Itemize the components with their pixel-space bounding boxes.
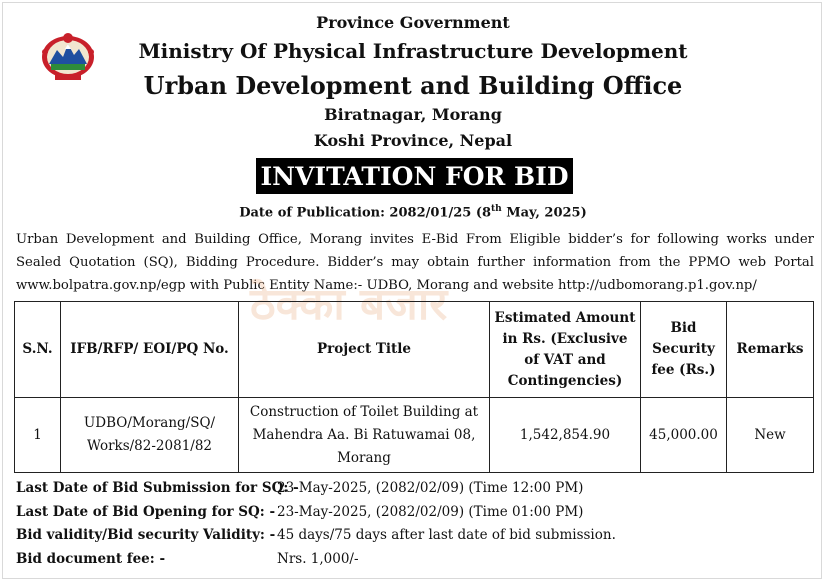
city-heading: Biratnagar, Morang	[324, 105, 502, 124]
cell-ifb: UDBO/Morang/SQ/ Works/82-2081/82	[61, 398, 239, 473]
cell-project-title: Construction of Toilet Building at Mahendra Aa. Bi Ratuwamai 08, Morang	[239, 398, 490, 473]
office-heading: Urban Development and Building Office	[143, 71, 683, 100]
term-value: 23-May-2025, (2082/02/09) (Time 12:00 PM)	[277, 480, 584, 496]
col-header-ifb: IFB/RFP/ EOI/PQ No.	[61, 302, 239, 398]
province-government-heading: Province Government	[316, 13, 510, 32]
province-country-heading: Koshi Province, Nepal	[313, 131, 513, 150]
cell-remarks: New	[727, 398, 814, 473]
term-label: Last Date of Bid Opening for SQ: -	[16, 503, 276, 520]
term-value: Nrs. 1,000/-	[277, 550, 359, 567]
bid-table	[14, 301, 814, 473]
term-label: Bid document fee: -	[16, 550, 166, 567]
col-header-remarks: Remarks	[727, 302, 814, 398]
ministry-heading: Ministry Of Physical Infrastructure Development	[138, 39, 688, 63]
table-row	[15, 398, 814, 473]
invitation-banner: INVITATION FOR BID	[256, 158, 573, 194]
table-header-row	[15, 302, 814, 398]
publication-date-prefix: Date of Publication: 2082/01/25 (8	[239, 205, 492, 221]
term-label: Bid validity/Bid security Validity: -	[16, 527, 276, 543]
col-header-sn: S.N.	[15, 302, 61, 398]
col-header-project-title: Project Title	[239, 302, 490, 398]
term-value: 23-May-2025, (2082/02/09) (Time 01:00 PM)	[277, 503, 584, 520]
intro-paragraph: Urban Development and Building Office, Morang invites E-Bid From Eligible bidder’s for following works under Sealed Quotation (SQ), Bidding Procedure. Bidder’s may obtain further information from the PPMO web Portal www.bolpatra.gov.np/egp with Public Entity Name:- UDBO, Morang and website http://udbomorang.p1.gov.np/	[16, 232, 814, 293]
term-label: Last Date of Bid Submission for SQ: -	[16, 480, 299, 496]
cell-sn: 1	[15, 398, 61, 473]
publication-date-suffix: May, 2025)	[501, 205, 587, 221]
publication-date	[0, 204, 826, 220]
cell-estimated-amount: 1,542,854.90	[490, 398, 641, 473]
col-header-estimated-amount: Estimated Amount in Rs. (Exclusive of VAT and Contingencies)	[490, 302, 641, 398]
term-value: 45 days/75 days after last date of bid submission.	[277, 527, 616, 543]
publication-date-sup: th	[491, 204, 502, 214]
cell-bid-security: 45,000.00	[641, 398, 727, 473]
thekka-bazar-watermark: ठेक्का बजार	[250, 279, 448, 330]
col-header-bid-security: Bid Security fee (Rs.)	[641, 302, 727, 398]
